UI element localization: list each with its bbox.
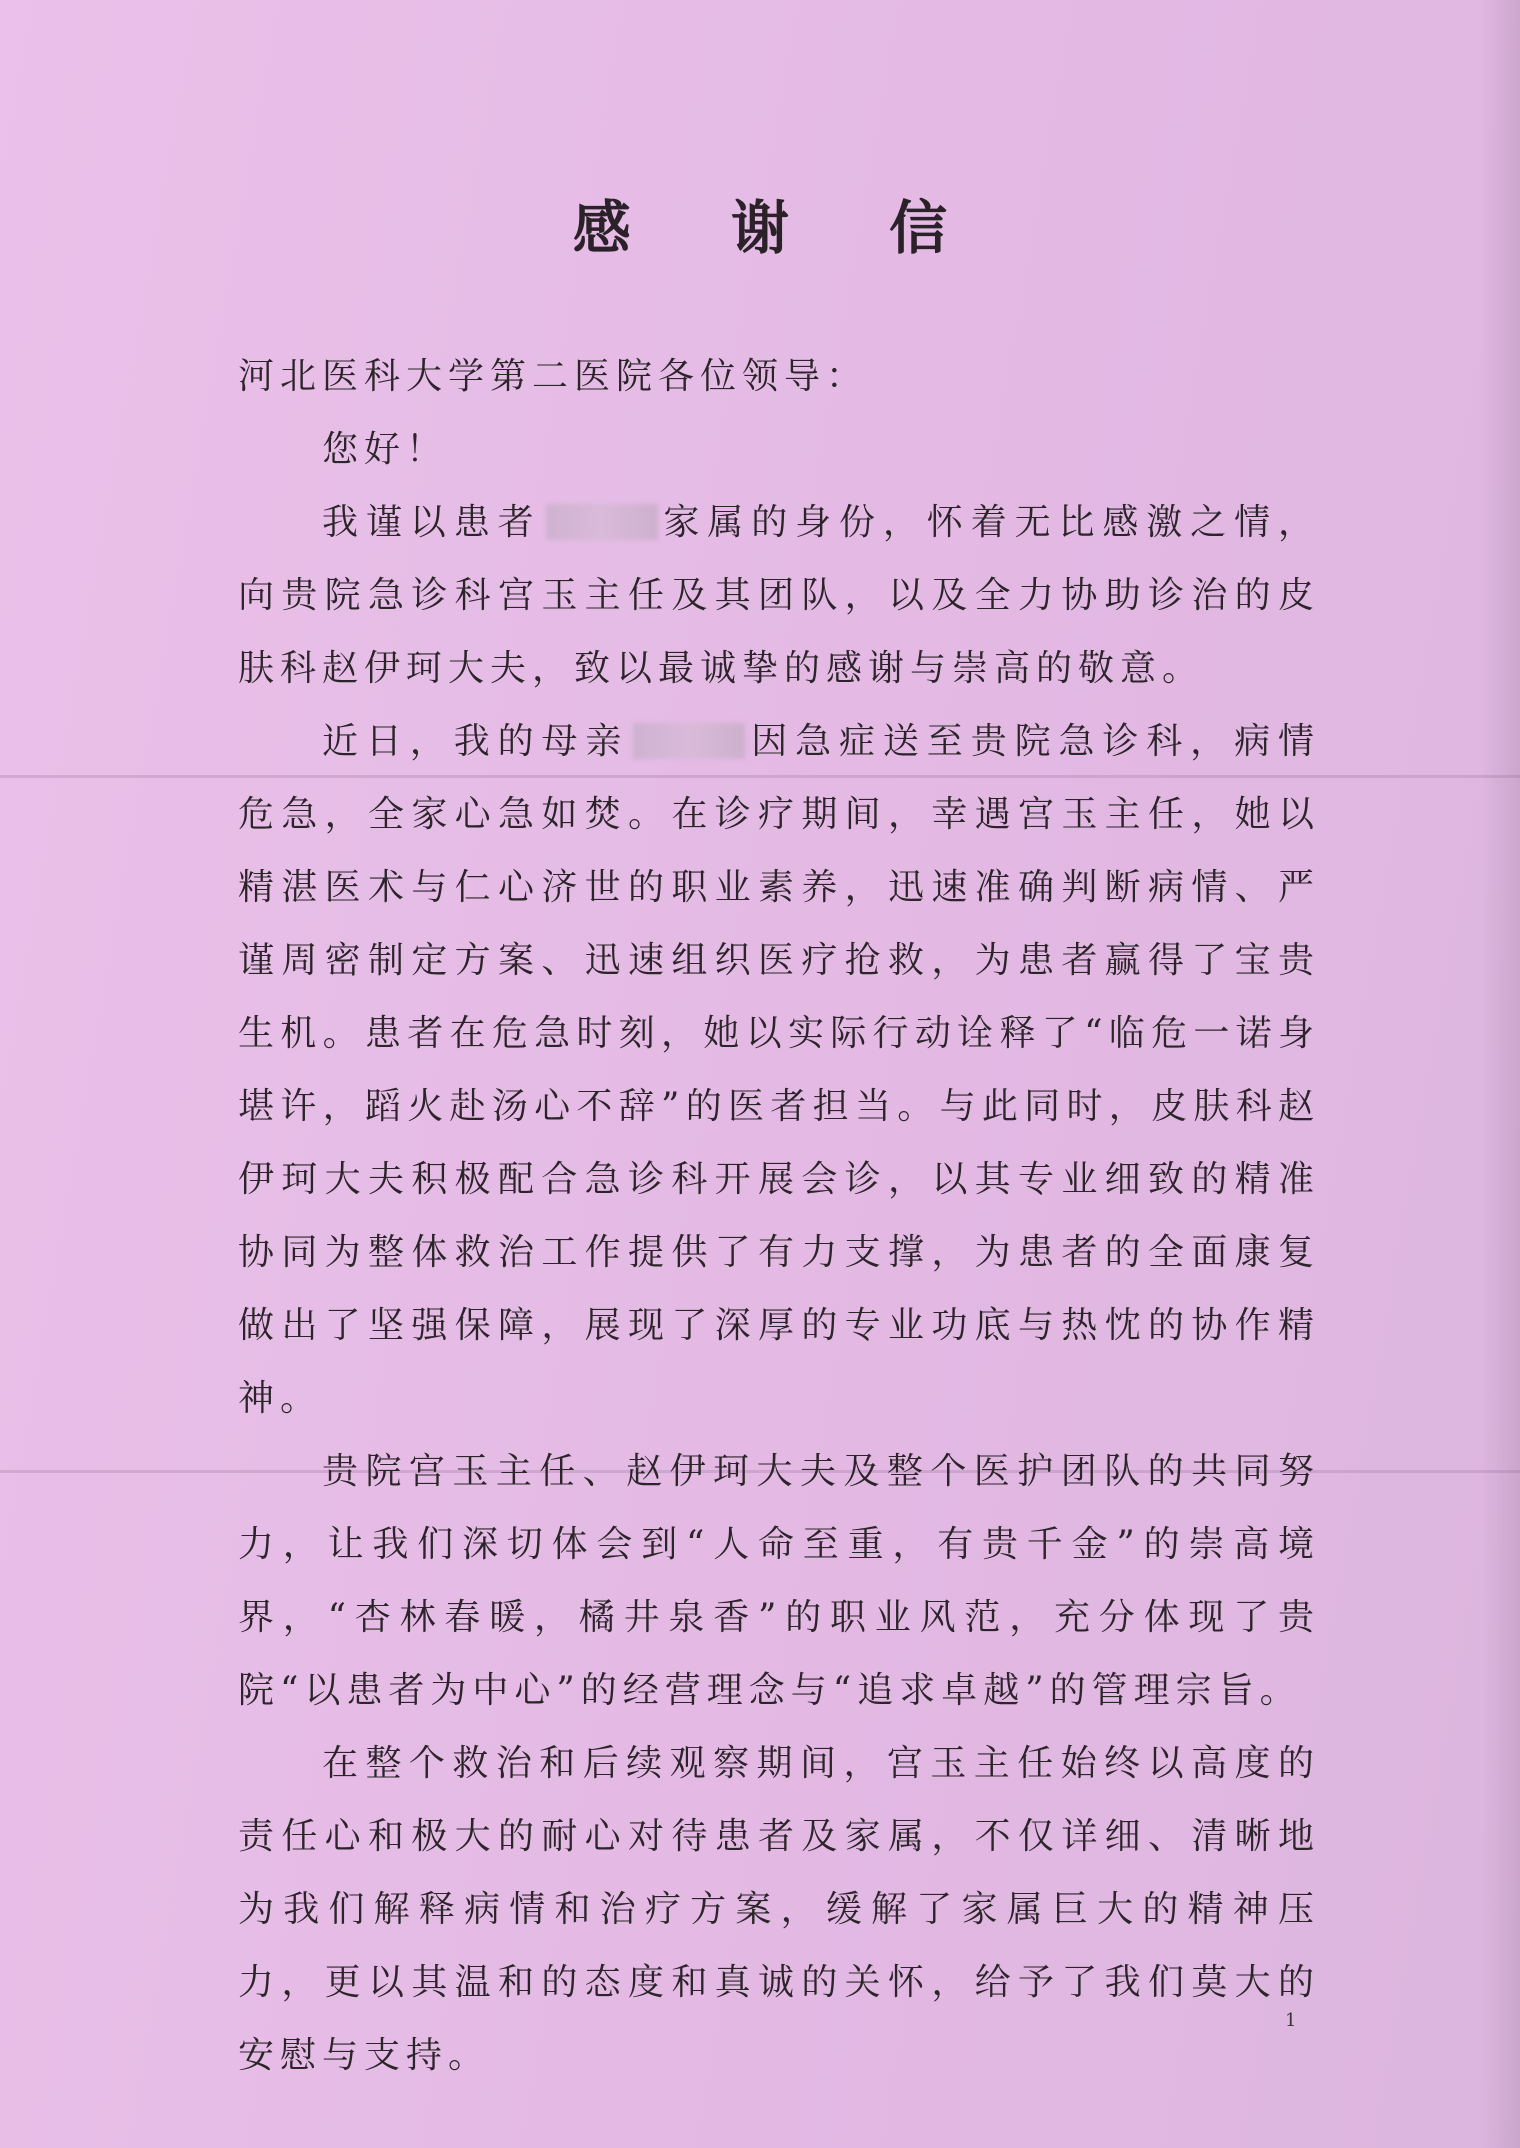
paragraph-3: 贵院宫玉主任、赵伊珂大夫及整个医护团队的共同努力，让我们深切体会到“人命至重，有贵千金”的崇高境界，“杏林春暖，橘井泉香”的职业风范，充分体现了贵院“以患者为中心”的经营理念与“追求卓越”的管理宗旨。 <box>238 1451 1320 1711</box>
paragraph-4: 在整个救治和后续观察期间，宫玉主任始终以高度的责任心和极大的耐心对待患者及家属，不仅详细、清晰地为我们解释病情和治疗方案，缓解了家属巨大的精神压力，更以其温和的态度和真诚的关怀，给予了我们莫大的安慰与支持。 <box>238 1743 1320 2076</box>
paper-edge-shadow <box>1480 0 1520 2148</box>
paragraph-1 <box>238 486 1320 705</box>
greeting: 您好！ <box>322 429 449 470</box>
salutation: 河北医科大学第二医院各位领导： <box>238 356 869 397</box>
page-number: 1 <box>1285 2010 1297 2031</box>
redacted-name <box>633 723 745 759</box>
letter-title: 感 谢 信 <box>572 194 988 262</box>
paragraph-2-rest: 因急症送至贵院急诊科，病情危急，全家心急如焚。在诊疗期间，幸遇宫玉主任，她以精湛医术与仁心济世的职业素养，迅速准确判断病情、严谨周密制定方案、迅速组织医疗抢救，为患者赢得了宝贵生机。患者在危急时刻，她以实际行动诠释了“临危一诺身堪许，蹈火赴汤心不辞”的医者担当。与此同时，皮肤科赵伊珂大夫积极配合急诊科开展会诊，以其专业细致的精准协同为整体救治工作提供了有力支撑，为患者的全面康复做出了坚强保障，展现了深厚的专业功底与热忱的协作精神。 <box>238 721 1320 1419</box>
paragraph-1-start: 我谨以患者 <box>322 502 542 543</box>
redacted-name <box>546 504 658 540</box>
paragraph-1-rest: 家属的身份，怀着无比感激之情，向贵院急诊科宫玉主任及其团队，以及全力协助诊治的皮肤科赵伊珂大夫，致以最诚挚的感谢与崇高的敬意。 <box>238 502 1320 689</box>
letter-body <box>238 340 1320 2092</box>
paragraph-2-start: 近日，我的母亲 <box>322 721 630 762</box>
paragraph-2 <box>238 705 1320 1435</box>
